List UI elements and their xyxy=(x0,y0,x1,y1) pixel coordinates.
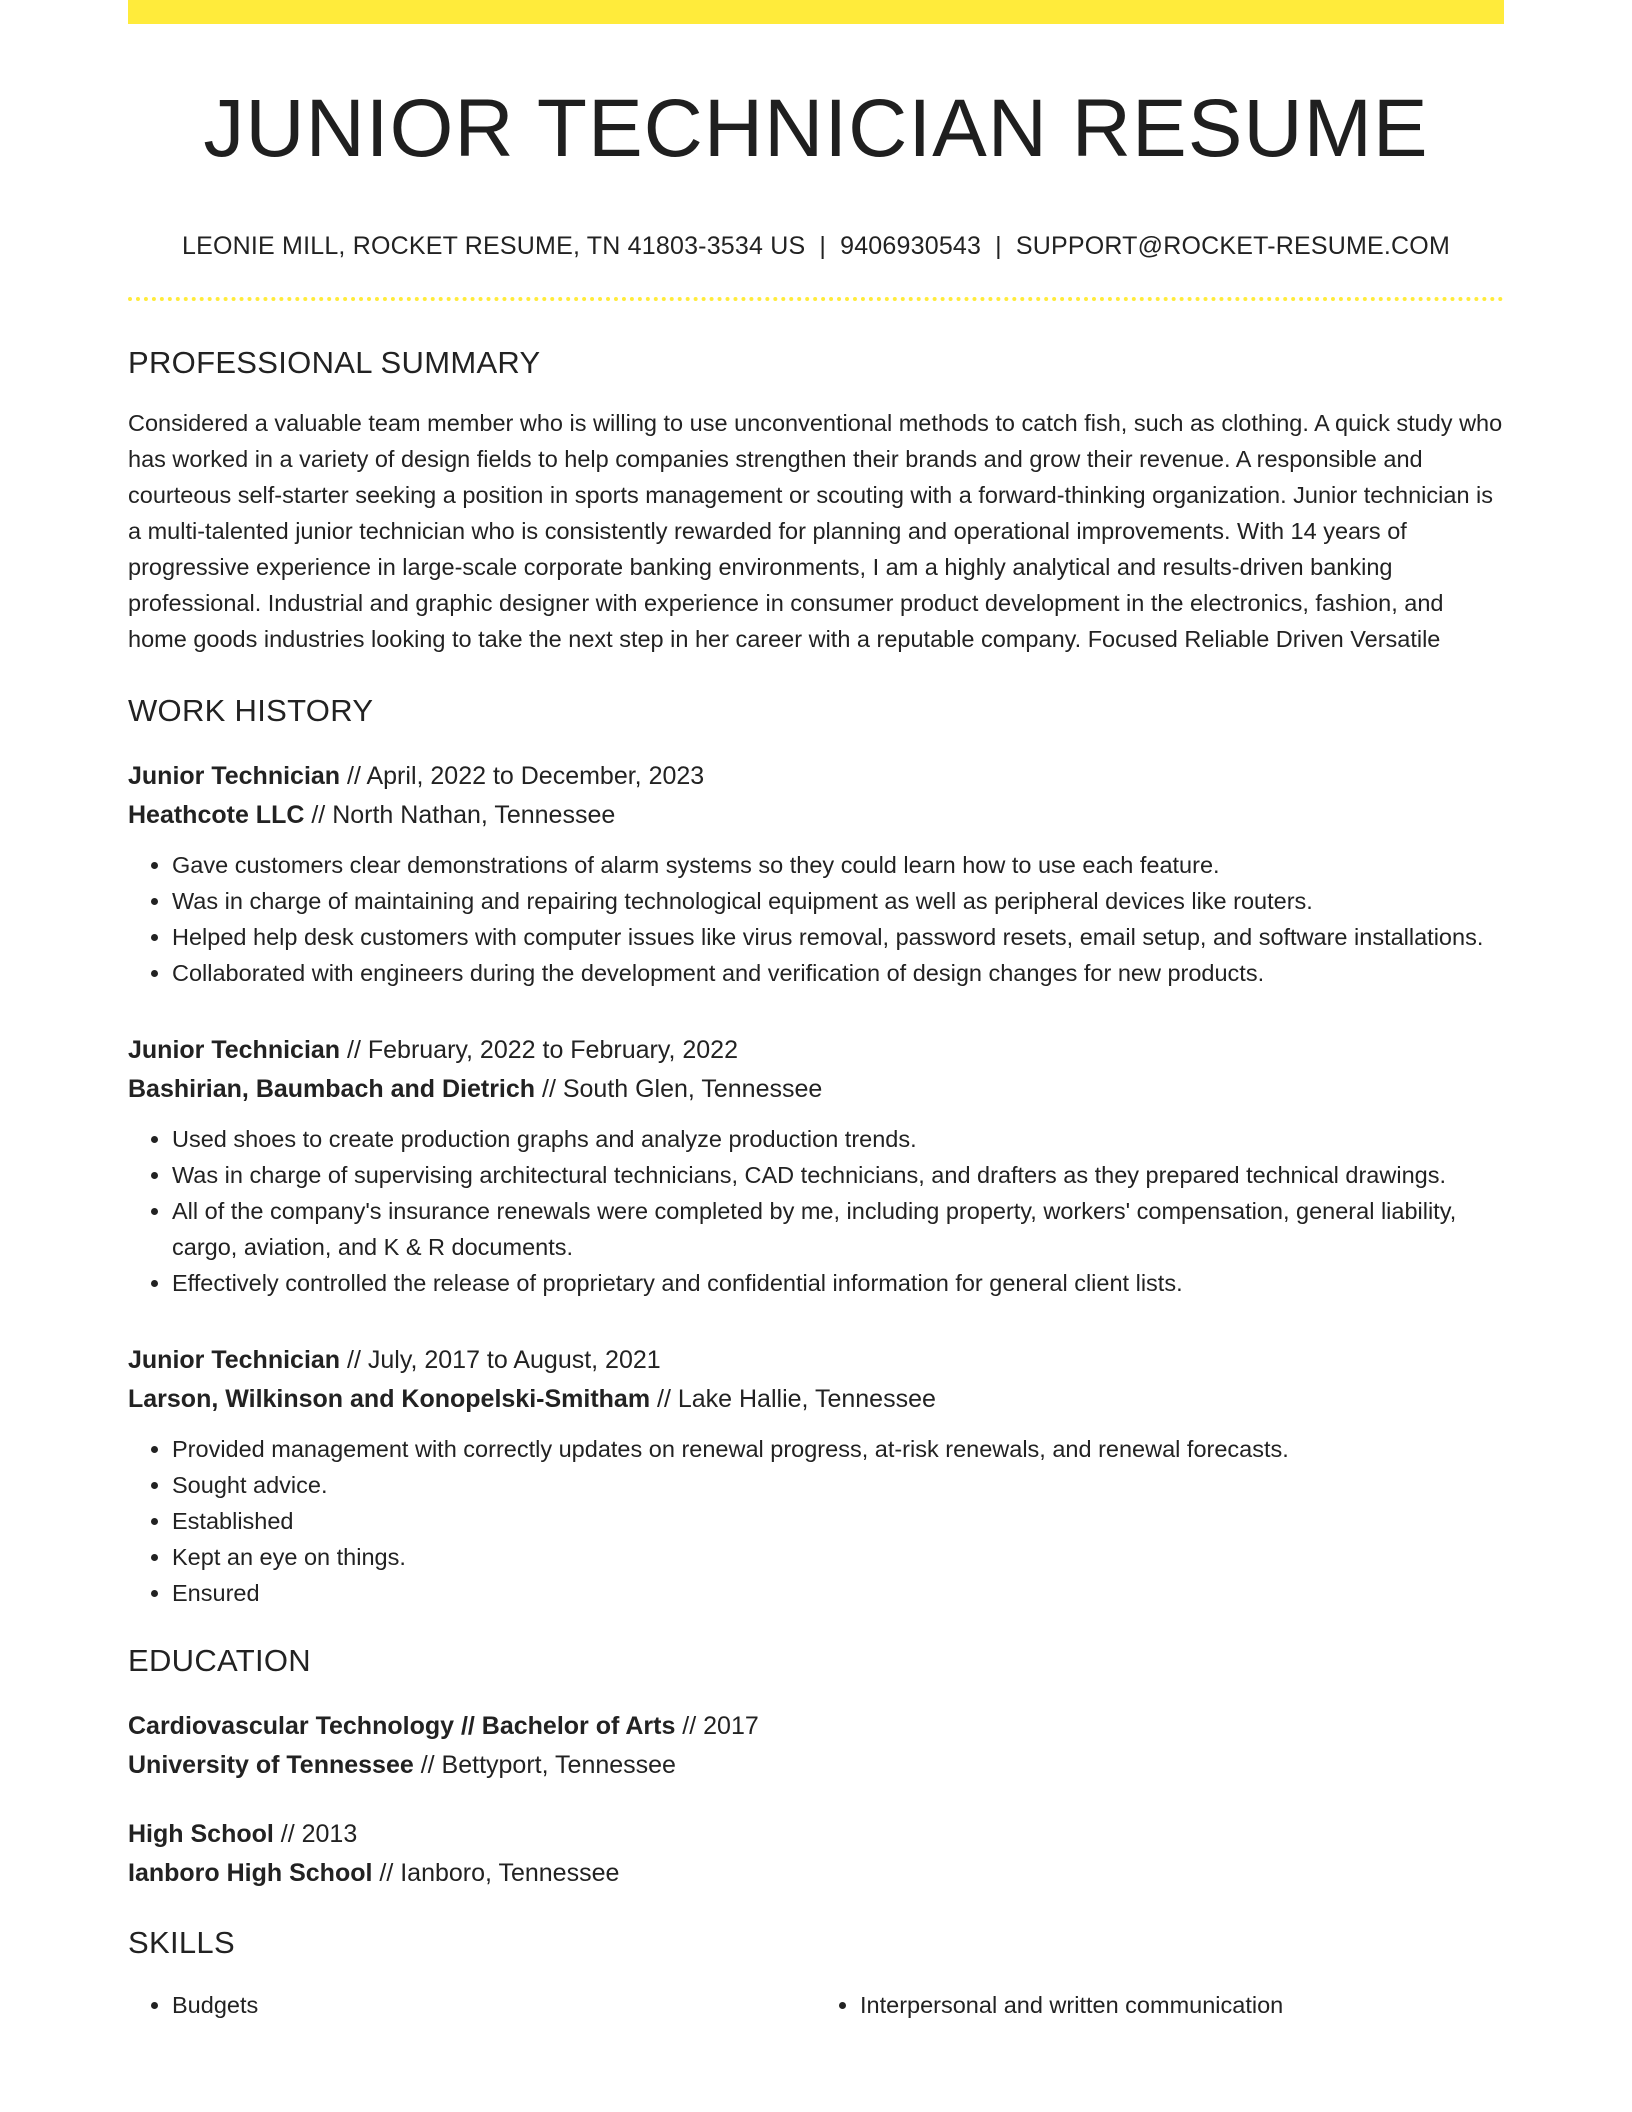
education-school: University of Tennessee xyxy=(128,1751,414,1780)
education-location: // Ianboro, Tennessee xyxy=(372,1859,620,1888)
job-company-line xyxy=(128,1380,1504,1419)
education-degree-line xyxy=(128,1815,1504,1854)
job-bullet: • Gave customers clear demonstrations of alarm systems so they could learn how to use each feature. xyxy=(172,847,1504,883)
contact-separator: | xyxy=(819,232,827,261)
contact-address: LEONIE MILL, ROCKET RESUME, TN 41803-3534 US xyxy=(182,232,806,261)
summary-heading: PROFESSIONAL SUMMARY xyxy=(128,345,541,381)
skill-item: • Interpersonal and written communication xyxy=(860,1987,1504,2023)
job-bullet: • Provided management with correctly updates on renewal progress, at-risk renewals, and renewal forecasts. xyxy=(172,1431,1504,1467)
skills-column-right xyxy=(816,1987,1504,2023)
job-bullet: • Established xyxy=(172,1503,1504,1539)
resume-title: JUNIOR TECHNICIAN RESUME xyxy=(203,83,1429,174)
job-bullet: • Sought advice. xyxy=(172,1467,1504,1503)
job-entry xyxy=(128,757,1504,991)
job-entry xyxy=(128,1031,1504,1301)
job-dates: // July, 2017 to August, 2021 xyxy=(340,1346,661,1375)
work-history-heading: WORK HISTORY xyxy=(128,693,374,729)
education-degree-line xyxy=(128,1707,1504,1746)
job-company-line xyxy=(128,1070,1504,1109)
education-school: Ianboro High School xyxy=(128,1859,373,1888)
job-bullets xyxy=(128,1431,1504,1611)
education-year: // 2013 xyxy=(273,1820,358,1849)
job-company: Larson, Wilkinson and Konopelski-Smitham xyxy=(128,1385,651,1414)
education-location: // Bettyport, Tennessee xyxy=(413,1751,676,1780)
skill-item: • Budgets xyxy=(172,1987,816,2023)
education-school-line xyxy=(128,1746,1504,1785)
job-location: // South Glen, Tennessee xyxy=(535,1075,823,1104)
contact-separator: | xyxy=(995,232,1002,261)
skills-list xyxy=(128,1987,1504,2023)
education-degree: Cardiovascular Technology // Bachelor of Arts xyxy=(128,1712,676,1741)
education-school-line xyxy=(128,1854,1504,1893)
summary-text: Considered a valuable team member who is willing to use unconventional methods to catch fish, such as clothing. A quick study who has worked in a variety of design fields to help companies strengthen their brands and grow their revenue. A responsible and courteous self-starter seeking a position in sports management or scouting with a forward-thinking organization. Junior technician is a multi-talented junior technician who is consistently rewarded for planning and operational improvements. With 14 years of progressive experience in large-scale corporate banking environments, I am a highly analytical and results-driven banking professional. Industrial and graphic designer with experience in consumer product development in the electronics, fashion, and home goods industries looking to take the next step in her career with a reputable company. Focused Reliable Driven Versatile xyxy=(128,410,1503,653)
job-title: Junior Technician xyxy=(128,1346,341,1375)
resume-page xyxy=(128,0,1504,2023)
job-bullet: • Effectively controlled the release of proprietary and confidential information for general client lists. xyxy=(172,1265,1504,1301)
job-bullet: • Helped help desk customers with computer issues like virus removal, password resets, email setup, and software installations. xyxy=(172,919,1504,955)
job-bullet: • Kept an eye on things. xyxy=(172,1539,1504,1575)
job-bullets xyxy=(128,847,1504,991)
job-title-line xyxy=(128,1341,1504,1380)
accent-top-bar xyxy=(128,0,1504,24)
dotted-divider xyxy=(128,297,1504,301)
job-title-line xyxy=(128,757,1504,796)
job-bullet: • Ensured xyxy=(172,1575,1504,1611)
job-dates: // April, 2022 to December, 2023 xyxy=(340,762,705,791)
job-company: Bashirian, Baumbach and Dietrich xyxy=(128,1075,536,1104)
contact-phone: 9406930543 xyxy=(840,232,982,261)
job-title-line xyxy=(128,1031,1504,1070)
job-company-line xyxy=(128,796,1504,835)
job-title: Junior Technician xyxy=(128,1036,341,1065)
education-year: // 2017 xyxy=(675,1712,759,1741)
job-title: Junior Technician xyxy=(128,762,341,791)
job-bullet: • All of the company's insurance renewals were completed by me, including property, workers' compensation, general liability, cargo, aviation, and K & R documents. xyxy=(172,1193,1504,1265)
education-heading: EDUCATION xyxy=(128,1643,311,1679)
skills-column-left xyxy=(128,1987,816,2023)
job-bullet: • Used shoes to create production graphs and analyze production trends. xyxy=(172,1121,1504,1157)
education-entry xyxy=(128,1707,1504,1785)
contact-line xyxy=(128,232,1504,261)
job-bullet: • Was in charge of supervising architectural technicians, CAD technicians, and drafters as they prepared technical drawings. xyxy=(172,1157,1504,1193)
job-bullets xyxy=(128,1121,1504,1301)
job-location: // Lake Hallie, Tennessee xyxy=(650,1385,936,1414)
job-company: Heathcote LLC xyxy=(128,801,305,830)
job-entry xyxy=(128,1341,1504,1611)
education-degree: High School xyxy=(128,1820,274,1849)
job-dates: // February, 2022 to February, 2022 xyxy=(340,1036,738,1065)
job-location: // North Nathan, Tennessee xyxy=(304,801,616,830)
job-bullet: • Collaborated with engineers during the development and verification of design changes for new products. xyxy=(172,955,1504,991)
skills-heading: SKILLS xyxy=(128,1925,235,1961)
job-bullet: • Was in charge of maintaining and repairing technological equipment as well as peripheral devices like routers. xyxy=(172,883,1504,919)
contact-email: SUPPORT@ROCKET-RESUME.COM xyxy=(1015,232,1450,261)
education-entry xyxy=(128,1815,1504,1893)
